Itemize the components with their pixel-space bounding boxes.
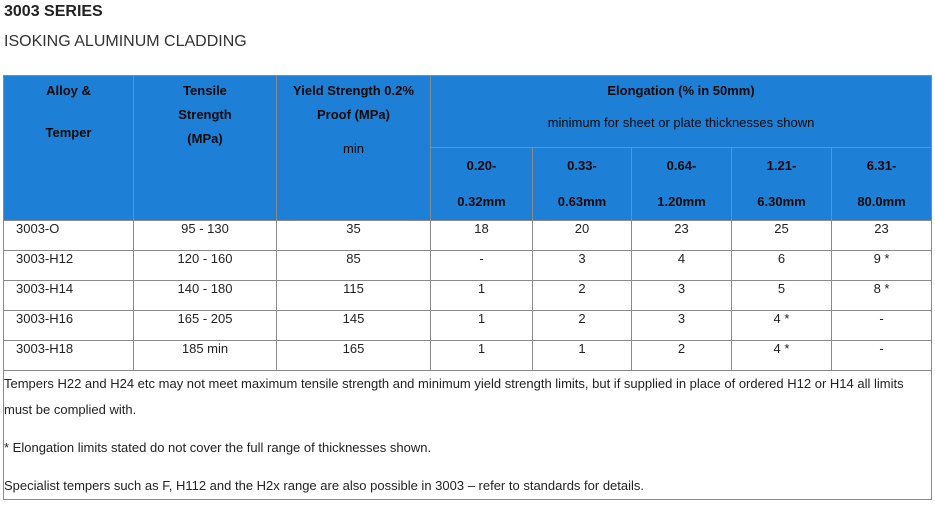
cell-elong-1: - <box>431 251 533 281</box>
cell-elong-5: 8 * <box>832 281 932 311</box>
header-yield-line1: Yield Strength 0.2% <box>293 83 414 98</box>
cell-tensile: 185 min <box>134 341 277 371</box>
header-tensile-line2: Strength <box>178 107 232 122</box>
cell-elong-3: 3 <box>632 311 732 341</box>
cell-tensile: 165 - 205 <box>134 311 277 341</box>
header-yield-line2: Proof (MPa) <box>317 107 390 122</box>
header-thickness-2 <box>533 148 632 221</box>
table-row <box>4 341 932 371</box>
thickness-2-to: 0.63mm <box>557 194 607 209</box>
note-specialist: Specialist tempers such as F, H112 and the H2x range are also possible in 3003 – refer to standards for details. <box>4 478 645 493</box>
cell-elong-3: 4 <box>632 251 732 281</box>
header-thickness-1 <box>431 148 533 221</box>
header-elongation-sub: minimum for sheet or plate thicknesses shown <box>547 115 815 130</box>
series-title: 3003 SERIES <box>4 3 103 20</box>
cell-temper: 3003-O <box>4 221 134 251</box>
thickness-5-from: 6.31- <box>866 158 897 173</box>
header-alloy-line2: Temper <box>45 125 92 140</box>
cell-elong-3: 3 <box>632 281 732 311</box>
cell-yield: 35 <box>277 221 431 251</box>
thickness-2-from: 0.33- <box>567 158 597 173</box>
header-yield-strength <box>277 76 431 221</box>
thickness-4-from: 1.21- <box>766 158 797 173</box>
cell-elong-2: 2 <box>533 311 632 341</box>
header-tensile-line3: (MPa) <box>187 131 223 146</box>
cell-temper: 3003-H12 <box>4 251 134 281</box>
cell-temper: 3003-H18 <box>4 341 134 371</box>
thickness-3-to: 1.20mm <box>657 194 706 209</box>
cell-yield: 165 <box>277 341 431 371</box>
cell-elong-3: 2 <box>632 341 732 371</box>
cell-tensile: 120 - 160 <box>134 251 277 281</box>
header-tensile-strength <box>134 76 277 221</box>
cell-yield: 115 <box>277 281 431 311</box>
cell-yield: 85 <box>277 251 431 281</box>
note-tempers: Tempers H22 and H24 etc may not meet maximum tensile strength and minimum yield strength limits, but if supplied in place of ordered H12 or H14 all limits must be complied with. <box>4 376 904 417</box>
thickness-4-to: 6.30mm <box>757 194 806 209</box>
table-row <box>4 221 932 251</box>
thickness-1-from: 0.20- <box>466 158 497 173</box>
notes-row <box>4 371 932 500</box>
cell-elong-5: 9 * <box>832 251 932 281</box>
cell-elong-4: 4 * <box>732 341 832 371</box>
header-thickness-4 <box>732 148 832 221</box>
header-tensile-line1: Tensile <box>183 83 227 98</box>
cell-elong-2: 1 <box>533 341 632 371</box>
cell-elong-5: - <box>832 341 932 371</box>
cell-elong-4: 25 <box>732 221 832 251</box>
cell-temper: 3003-H14 <box>4 281 134 311</box>
table-row <box>4 251 932 281</box>
cell-elong-4: 6 <box>732 251 832 281</box>
cell-elong-1: 18 <box>431 221 533 251</box>
product-subtitle: ISOKING ALUMINUM CLADDING <box>4 33 247 50</box>
cell-elong-1: 1 <box>431 281 533 311</box>
cell-yield: 145 <box>277 311 431 341</box>
cell-elong-2: 20 <box>533 221 632 251</box>
table-row <box>4 311 932 341</box>
cell-elong-3: 23 <box>632 221 732 251</box>
thickness-1-to: 0.32mm <box>457 194 506 209</box>
cell-elong-5: - <box>832 311 932 341</box>
note-elongation: * Elongation limits stated do not cover the full range of thicknesses shown. <box>4 440 432 455</box>
header-alloy-line1: Alloy & <box>46 83 91 98</box>
cell-elong-4: 5 <box>732 281 832 311</box>
header-yield-unit: min <box>343 141 364 156</box>
alloy-spec-table <box>3 75 932 500</box>
cell-elong-1: 1 <box>431 311 533 341</box>
header-elongation <box>431 76 932 148</box>
header-alloy-temper <box>4 76 134 221</box>
table-row <box>4 281 932 311</box>
header-thickness-3 <box>632 148 732 221</box>
thickness-3-from: 0.64- <box>666 158 697 173</box>
thickness-5-to: 80.0mm <box>857 194 906 209</box>
cell-elong-2: 3 <box>533 251 632 281</box>
cell-temper: 3003-H16 <box>4 311 134 341</box>
cell-tensile: 140 - 180 <box>134 281 277 311</box>
notes-cell <box>4 371 932 500</box>
cell-elong-5: 23 <box>832 221 932 251</box>
cell-elong-4: 4 * <box>732 311 832 341</box>
cell-elong-1: 1 <box>431 341 533 371</box>
header-elongation-title: Elongation (% in 50mm) <box>607 83 755 98</box>
header-thickness-5 <box>832 148 932 221</box>
cell-tensile: 95 - 130 <box>134 221 277 251</box>
cell-elong-2: 2 <box>533 281 632 311</box>
